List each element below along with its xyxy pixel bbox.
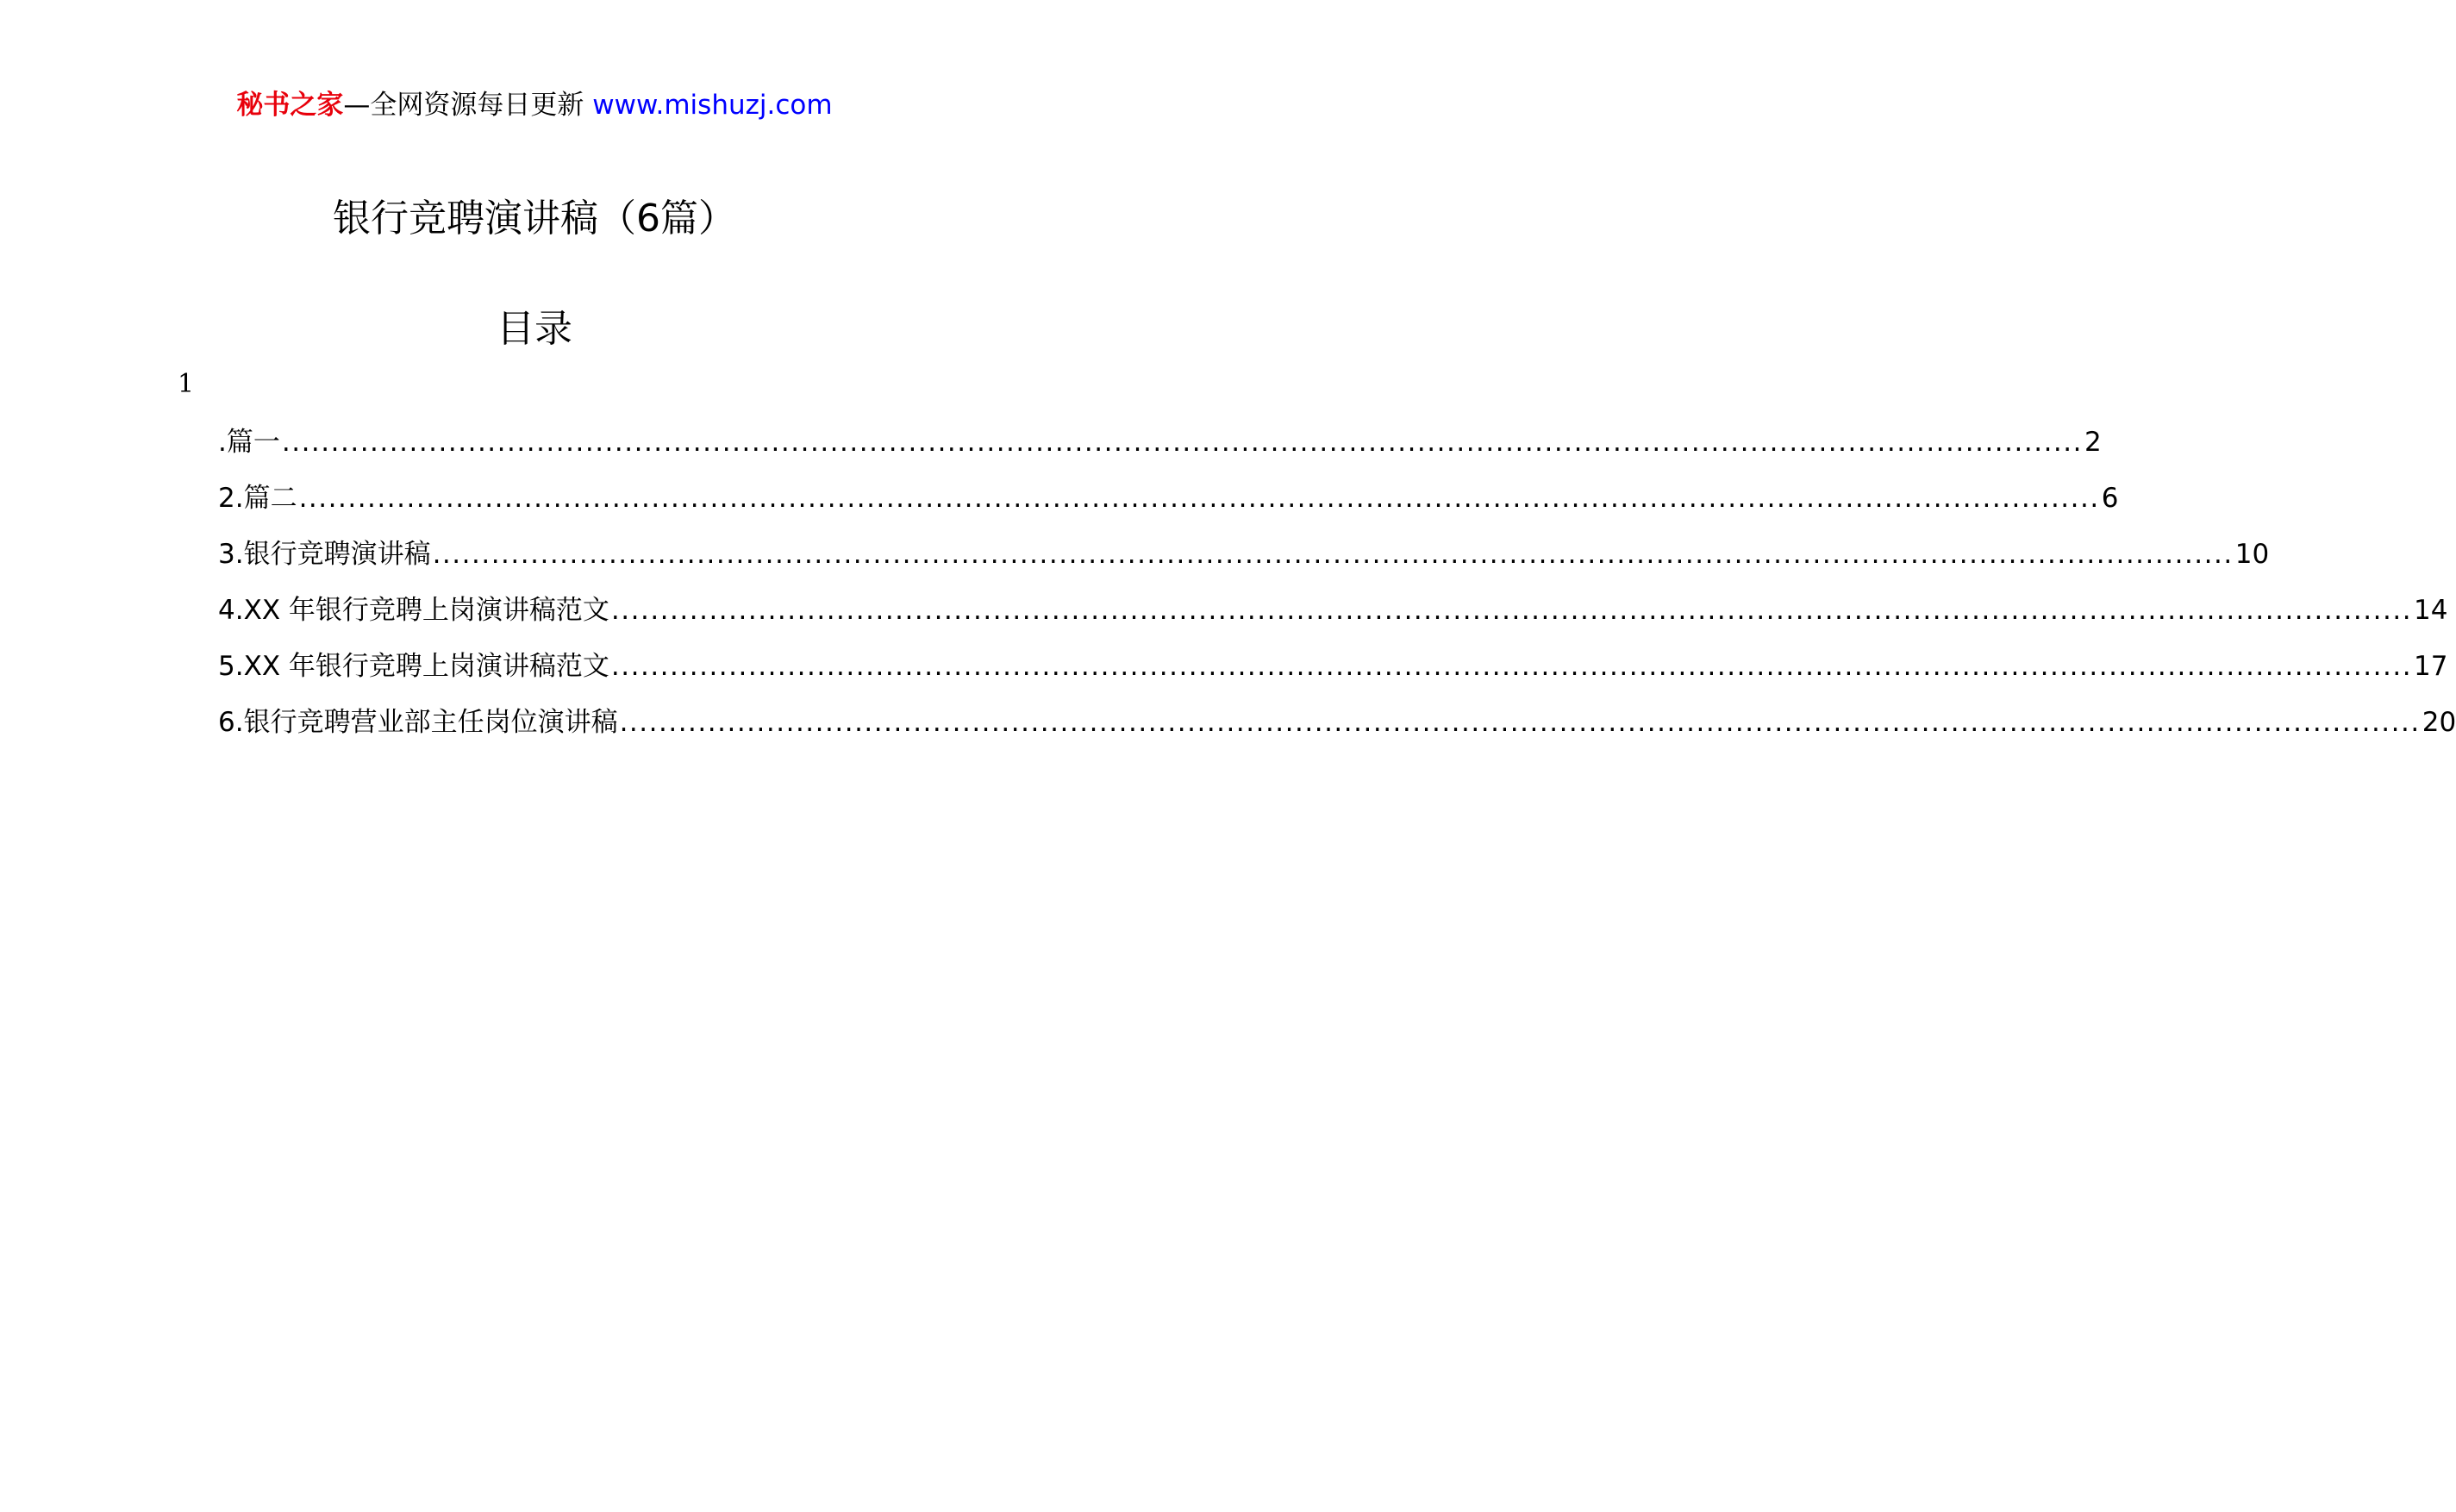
toc-dot-leader: ........................................................................................................................................................................................ bbox=[619, 707, 2421, 738]
toc-entry-label: .篇一 bbox=[218, 427, 280, 458]
brand-name: 秘书之家 bbox=[236, 90, 344, 121]
toc-dot-leader: ........................................................................................................................................................................................ bbox=[298, 483, 2100, 514]
toc-entry-label: 2.篇二 bbox=[218, 483, 297, 514]
toc-entry[interactable] bbox=[218, 479, 2119, 535]
toc-entry-page: 14 bbox=[2414, 595, 2448, 626]
toc-entry-label: 3.银行竞聘演讲稿 bbox=[218, 539, 431, 570]
header-tagline: —全网资源每日更新 bbox=[343, 90, 584, 121]
toc-entry-page: 10 bbox=[2234, 539, 2270, 570]
toc-entry-page: 2 bbox=[2084, 427, 2102, 458]
toc-entry[interactable] bbox=[218, 423, 2102, 479]
toc-entry-page: 17 bbox=[2414, 651, 2448, 682]
toc-entry-label: 6.银行竞聘营业部主任岗位演讲稿 bbox=[218, 707, 618, 738]
toc-dot-leader: ........................................................................................................................................................................................ bbox=[610, 595, 2413, 626]
document-title: 银行竞聘演讲稿（6篇） bbox=[333, 197, 736, 241]
site-header bbox=[0, 86, 1069, 124]
stray-number: 1 bbox=[178, 369, 195, 399]
table-of-contents bbox=[218, 423, 2456, 759]
toc-entry-page: 20 bbox=[2422, 707, 2456, 738]
toc-entry-label: 4.XX 年银行竞聘上岗演讲稿范文 bbox=[218, 595, 609, 626]
toc-entry-label: 5.XX 年银行竞聘上岗演讲稿范文 bbox=[218, 651, 609, 682]
site-url-link[interactable]: www.mishuzj.com bbox=[592, 90, 833, 121]
toc-heading: 目录 bbox=[497, 307, 572, 351]
toc-dot-leader: ........................................................................................................................................................................................ bbox=[281, 427, 2083, 458]
toc-entry[interactable] bbox=[218, 535, 2270, 591]
toc-entry[interactable] bbox=[218, 703, 2456, 759]
toc-entry-page: 6 bbox=[2101, 483, 2119, 514]
toc-dot-leader: ........................................................................................................................................................................................ bbox=[610, 651, 2413, 682]
toc-entry[interactable] bbox=[218, 591, 2448, 647]
toc-entry[interactable] bbox=[218, 647, 2448, 703]
toc-dot-leader: ........................................................................................................................................................................................ bbox=[432, 539, 2234, 570]
